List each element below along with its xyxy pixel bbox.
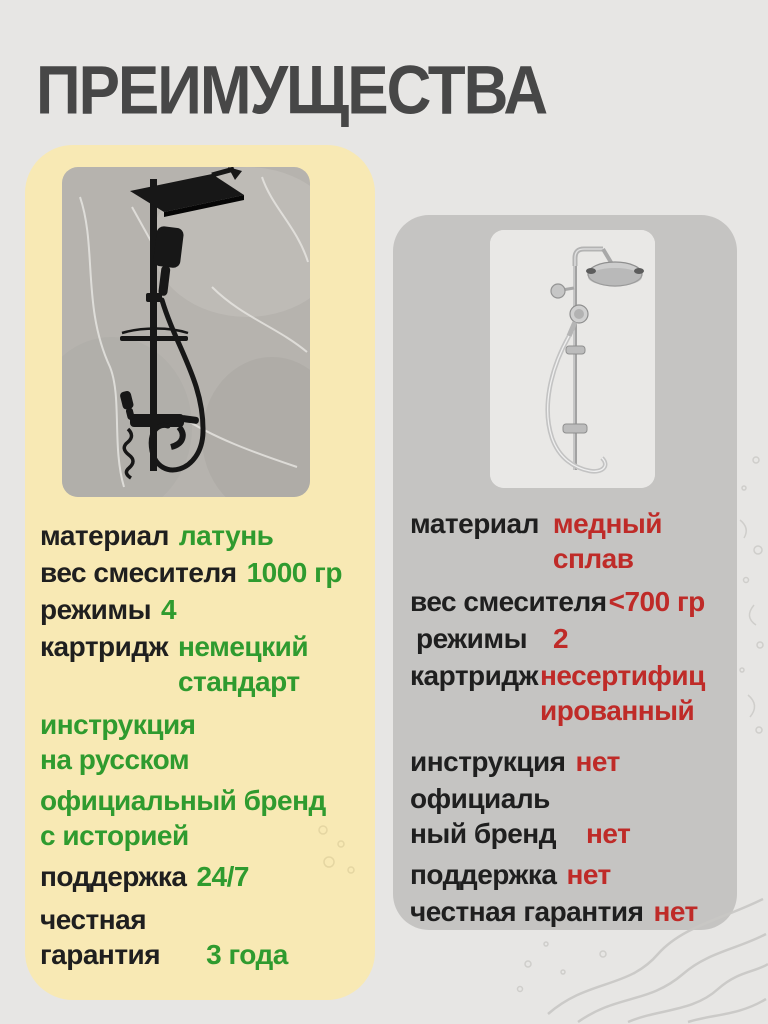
spec-value: 4 [161, 594, 177, 625]
spec-label-block [410, 780, 630, 850]
spec-label: поддержка [410, 859, 557, 890]
spec-value: медный [552, 508, 662, 539]
spec-label: честная [40, 904, 147, 935]
spec-label: вес смесителя [410, 586, 607, 617]
spec-value-line2: с историей [40, 820, 189, 851]
spec-label-line2: ный бренд [410, 818, 556, 849]
spec-value-line2: сплав [552, 543, 634, 574]
right-spec-list [410, 505, 726, 930]
left-spec-list [40, 517, 368, 971]
spec-value: 2 [553, 623, 569, 654]
spec-label: материал [40, 520, 169, 551]
spec-row-manual [410, 743, 726, 780]
spec-value-block [40, 706, 196, 776]
spec-row-material [410, 505, 726, 575]
water-droplets-decoration [311, 820, 361, 880]
spec-row-modes [40, 591, 368, 628]
water-splash-decoration [508, 894, 768, 1024]
spec-value-block [40, 782, 326, 852]
spec-value-line2: стандарт [177, 666, 300, 697]
spec-label: официаль [410, 783, 550, 814]
spec-value: <700 гр [608, 586, 705, 617]
spec-row-cartridge [410, 657, 726, 727]
spec-value-block [178, 628, 308, 698]
spec-value: несертифиц [539, 660, 705, 691]
spec-row-support [410, 856, 726, 893]
spec-value-line2: ированный [539, 695, 695, 726]
spec-row-material [40, 517, 368, 554]
spec-row-cartridge [40, 628, 368, 698]
spec-row-modes [410, 620, 726, 657]
spec-row-brand [410, 780, 726, 850]
spec-label: честная гарантия [410, 896, 644, 927]
spec-brand-line2 [410, 817, 630, 850]
spec-label: режимы [40, 594, 151, 625]
spec-label-block [40, 901, 288, 971]
spec-value: инструкция [40, 709, 196, 740]
spec-value-block [553, 505, 662, 575]
spec-value: нет [575, 746, 620, 777]
spec-warranty-line2 [40, 938, 288, 971]
spec-label: картридж [410, 660, 538, 691]
spec-label: картридж [40, 631, 168, 662]
left-product-card [25, 145, 375, 1000]
chrome-shower-illustration [490, 230, 655, 488]
spec-label: инструкция [410, 746, 566, 777]
spec-label: поддержка [40, 861, 187, 892]
right-product-card [393, 215, 737, 930]
black-shower-image [62, 167, 310, 497]
spec-value: 3 года [206, 939, 288, 970]
spec-value-line2: на русском [40, 744, 190, 775]
spec-label: режимы [416, 623, 527, 654]
spec-value: нет [653, 896, 698, 927]
spec-value: 1000 гр [246, 557, 342, 588]
spec-label: материал [410, 508, 539, 539]
spec-label: вес смесителя [40, 557, 237, 588]
water-droplet-strip-decoration [734, 440, 768, 740]
spec-row-weight [40, 554, 368, 591]
spec-value: официальный бренд [40, 785, 326, 816]
spec-row-weight [410, 583, 726, 620]
spec-value-block [540, 657, 705, 727]
page-title: ПРЕИМУЩЕСТВА [36, 53, 547, 129]
spec-row-warranty [40, 901, 368, 971]
black-shower-illustration [62, 167, 310, 497]
spec-value: немецкий [177, 631, 309, 662]
spec-value: латунь [178, 520, 274, 551]
chrome-shower-image [490, 230, 655, 488]
spec-row-manual [40, 706, 368, 776]
spec-value: нет [566, 859, 611, 890]
spec-value: нет [585, 818, 631, 849]
spec-value: 24/7 [196, 861, 249, 892]
spec-label-line2: гарантия [40, 939, 161, 970]
